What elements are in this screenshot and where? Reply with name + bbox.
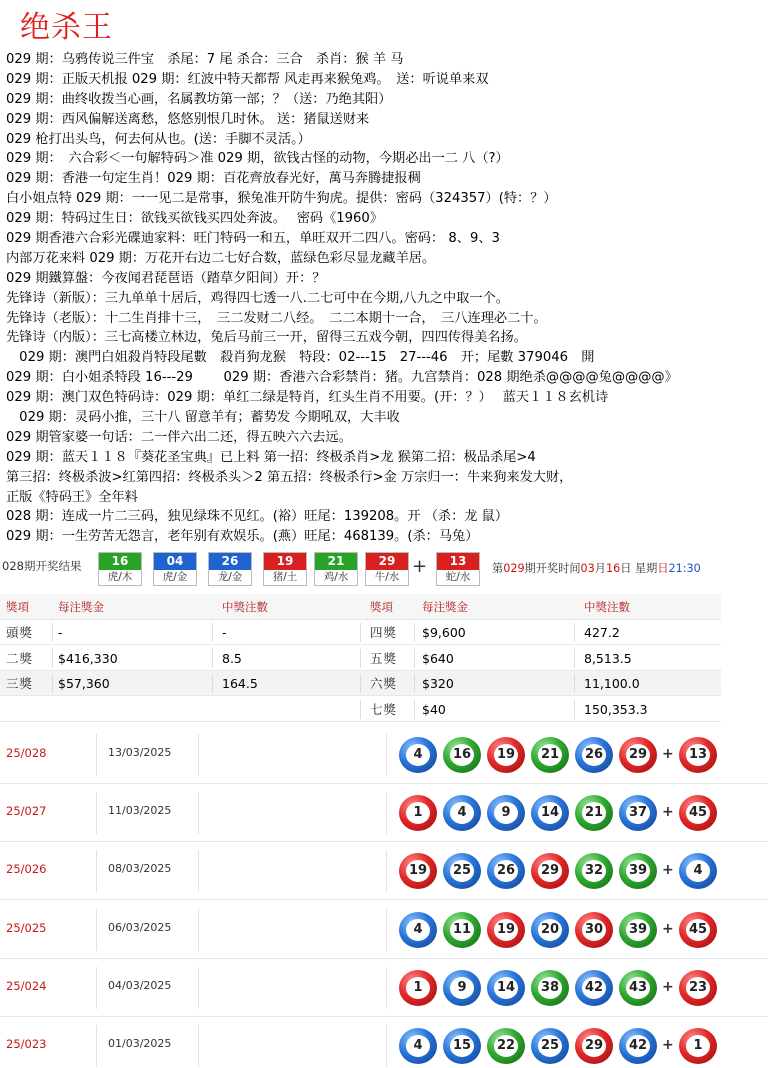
ball-number: 19 [494,744,518,766]
lottery-ball [531,912,569,948]
lottery-ball [487,970,525,1006]
prediction-line: 白小姐点特 029 期：一一见二是常事，猴兔准开防牛狗虎。提供：密码（324357）(特：？） [6,191,557,207]
prediction-line: 先锋诗（老版）：十二生肖排十三， 三二发财二八经。 二二本期十一合， 三八连理必二十。 [6,310,547,326]
prediction-line: 029 期：白小姐杀特段 16---29 029 期：香港六合彩禁肖：猪。九宫禁肖：028 期绝杀@@@@兔@@@@》 [6,370,678,386]
cell-divider [414,623,415,642]
column-divider [96,734,97,776]
cell-divider [414,674,415,693]
prediction-line: 029 期：灵码小推，三十八 留意羊有；蓄势发 今期吼双，大丰收 [6,410,400,426]
ball-number: 9 [450,977,474,999]
ball-number: 38 [538,977,562,999]
lottery-ball [399,795,437,831]
prize-amount: $320 [422,676,454,691]
ball-number: 26 [582,744,606,766]
lottery-ball [443,853,481,889]
prize-row [0,671,721,696]
prize-row [0,620,721,645]
prize-name: 三獎 [6,676,34,691]
header-count-left: 中獎注數 [222,600,268,614]
plus-sign: + [662,920,674,937]
special-lottery-ball [679,970,717,1006]
lottery-ball [443,737,481,773]
draw-result-label: 028期开奖结果 [2,559,82,573]
special-lottery-ball [679,853,717,889]
column-divider [386,850,387,892]
history-period: 25/025 [6,920,47,935]
column-divider [96,909,97,951]
prediction-line: 029 期：西风偏解送离愁，悠悠别恨几时休。 送：猪鼠送财来 [6,111,370,127]
chip-zodiac: 牛/水 [374,571,400,583]
prize-amount: $416,330 [58,650,118,666]
prize-amount: $40 [422,701,446,717]
prediction-line: 029 期：蓝天１１８『葵花圣宝典』已上料 第一招：终极杀肖>龙 猴第二招：极品杀尾>4 [6,449,536,465]
result-number-chip [153,552,197,586]
lottery-ball [575,970,613,1006]
ball-number: 37 [626,802,650,824]
column-divider [198,734,199,776]
result-number-chip [314,552,358,586]
history-row [0,901,768,959]
plus-sign: + [662,746,674,762]
lottery-ball [531,1028,569,1064]
result-number-chip [208,552,252,586]
ball-number: 1 [406,977,430,999]
history-row [0,784,768,842]
prediction-text-list [6,50,766,547]
lottery-ball [487,1028,525,1064]
lottery-ball [443,795,481,831]
prediction-line: 028 期：连成一片二三码，独见绿珠不见红。(裕）旺尾：139208。开 （杀：龙 鼠） [6,509,509,525]
cell-divider [414,649,415,668]
lottery-ball [619,912,657,948]
chip-zodiac: 猪/土 [272,571,298,583]
special-lottery-ball [679,737,717,773]
prize-count: - [222,625,227,640]
chip-number: 26 [209,553,251,570]
column-divider [96,850,97,892]
ball-number: 43 [626,977,650,999]
chip-zodiac: 鸡/水 [323,571,349,583]
ball-number: 19 [494,919,518,941]
ball-number: 4 [406,1035,430,1057]
prize-name: 五獎 [370,650,398,666]
ball-number: 29 [538,860,562,882]
history-row [0,1017,768,1068]
prediction-line: 029 期：乌鸦传说三件宝 杀尾：7 尾 杀合：三合 杀肖：猴 羊 马 [6,52,404,67]
prize-count: 150,353.3 [584,701,648,717]
result-number-chip [365,552,409,586]
column-divider [198,850,199,892]
lottery-ball [531,970,569,1006]
history-row [0,726,768,784]
prediction-line: 029 期：曲终收拨当心画，名属教坊第一部；？（送：乃绝其阳） [6,91,392,107]
column-divider [386,734,387,776]
prize-amount: $640 [422,650,454,666]
lottery-ball [619,795,657,831]
cell-divider [360,649,361,668]
ball-number: 13 [686,744,710,766]
prediction-line: 029 期：正版天机报 029 期：红波中特天都帮 风走再来猴兔鸡。 送：听说单来双 [6,71,489,87]
prediction-line: 029 期香港六合彩光碟迪家料：旺门特码一和五，单旺双开二四八。密码： 8、9、3 [6,231,500,247]
plus-sign: + [662,804,674,821]
ball-number: 42 [626,1035,650,1057]
ball-number: 45 [686,802,710,824]
prize-table-header [0,594,721,620]
ball-number: 25 [450,860,474,882]
column-divider [386,1025,387,1067]
column-divider [198,1025,199,1067]
prediction-line: 先锋诗（内版）：三七高楼立林边，兔后马前三一开，留得三五戏今朝，四四传得美名扬。 [6,330,527,346]
history-date: 08/03/2025 [108,862,172,876]
ball-number: 14 [538,802,562,824]
lottery-ball [531,737,569,773]
lottery-ball [487,737,525,773]
chip-number: 19 [264,553,306,570]
cell-divider [414,700,415,719]
ball-number: 4 [686,860,710,882]
result-number-chip [263,552,307,586]
next-draw-info: 第029期开奖时间03月16日 星期日21:30 [492,562,701,575]
history-date: 13/03/2025 [108,746,172,759]
special-lottery-ball [679,1028,717,1064]
special-lottery-ball [679,912,717,948]
prize-row [0,697,721,722]
prediction-line: 029 期鐵算盤：今夜闻君琵琶语（踏草夕阳间）开：？ [6,270,326,286]
prize-name: 二獎 [6,650,34,666]
ball-number: 39 [626,860,650,882]
prediction-line: 029 期：澳门双色特码诗：029 期：单红二绿是特肖，红头生肖不用要。(开：？） 蓝天１１８玄机诗 [6,390,609,406]
cell-divider [574,674,575,693]
prize-count: 427.2 [584,625,620,640]
history-period: 25/026 [6,862,47,877]
ball-number: 16 [450,744,474,766]
column-divider [96,967,97,1009]
plus-sign: + [412,556,428,577]
history-date: 01/03/2025 [108,1037,172,1050]
prize-name: 六獎 [370,676,398,691]
lottery-ball [575,853,613,889]
ball-number: 30 [582,919,606,941]
prize-name: 七獎 [370,701,398,717]
lottery-ball [575,1028,613,1064]
lottery-ball [531,795,569,831]
header-amount-left: 每注獎金 [58,600,104,614]
chip-zodiac: 虎/金 [162,571,188,583]
chip-zodiac: 虎/木 [107,571,133,583]
column-divider [96,792,97,834]
cell-divider [360,623,361,642]
lottery-ball [399,737,437,773]
cell-divider [52,649,53,668]
history-period: 25/023 [6,1037,47,1051]
ball-number: 4 [406,744,430,766]
cell-divider [52,623,53,642]
ball-number: 4 [406,919,430,941]
lottery-ball [399,1028,437,1064]
plus-sign: + [662,862,674,879]
result-number-chip [98,552,142,586]
ball-number: 15 [450,1035,474,1057]
prediction-line: 内部万花来料 029 期：万花开右边二七好合数，蓝绿色彩尽显龙藏羊居。 [6,250,436,266]
history-row [0,959,768,1017]
prize-amount: $57,360 [58,676,110,691]
ball-number: 1 [406,802,430,824]
prize-row [0,646,721,671]
lottery-ball [619,737,657,773]
header-count-right: 中獎注數 [584,600,630,614]
plus-sign: + [662,978,674,995]
lottery-ball [487,853,525,889]
history-period: 25/024 [6,978,47,993]
chip-number: 29 [366,553,408,570]
column-divider [386,967,387,1009]
lottery-ball [619,1028,657,1064]
special-number-chip [436,552,480,586]
ball-number: 26 [494,860,518,882]
chip-number: 13 [437,553,479,570]
ball-number: 29 [582,1035,606,1057]
lottery-ball [531,853,569,889]
ball-number: 19 [406,860,430,882]
special-lottery-ball [679,795,717,831]
lottery-ball [487,912,525,948]
prize-count: 8,513.5 [584,650,632,666]
ball-number: 23 [686,977,710,999]
history-period: 25/027 [6,804,47,819]
cell-divider [574,623,575,642]
ball-number: 1 [686,1035,710,1057]
prediction-line: 029 期： 六合彩＜一句解特码＞准 029 期，欲钱古怪的动物，今期必出一二 八（?） [6,151,509,167]
lottery-ball [619,970,657,1006]
column-divider [386,909,387,951]
chip-number: 04 [154,553,196,570]
prize-name: 四獎 [370,625,398,640]
cell-divider [212,674,213,693]
lottery-ball [399,970,437,1006]
lottery-ball [443,970,481,1006]
cell-divider [52,674,53,693]
prediction-line: 029 期：一生劳苦无怨言，老年别有欢娱乐。(燕）旺尾：468139。(杀：马兔） [6,529,479,545]
ball-number: 42 [582,977,606,999]
prize-amount: $9,600 [422,625,466,640]
ball-number: 32 [582,860,606,882]
cell-divider [212,623,213,642]
prize-count: 164.5 [222,676,258,691]
ball-number: 21 [582,802,606,824]
header-item-right: 獎項 [370,600,393,614]
prediction-line: 正版《特码王》全年料 [6,489,138,505]
ball-number: 22 [494,1035,518,1057]
lottery-ball [443,912,481,948]
lottery-ball [575,737,613,773]
ball-number: 11 [450,919,474,941]
ball-number: 39 [626,919,650,941]
lottery-ball [575,912,613,948]
cell-divider [360,674,361,693]
prediction-line: 029 枪打出头鸟，何去何从也。(送：手脚不灵活。） [6,131,311,147]
history-date: 06/03/2025 [108,920,172,934]
lottery-ball [443,1028,481,1064]
column-divider [198,909,199,951]
lottery-ball [487,795,525,831]
prize-table [0,594,721,722]
ball-number: 29 [626,744,650,766]
prize-count: 8.5 [222,650,242,666]
lottery-ball [399,853,437,889]
history-date: 04/03/2025 [108,978,172,992]
cell-divider [212,649,213,668]
lottery-ball [575,795,613,831]
prediction-line: 029 期：澳門白姐殺肖特段尾數 殺肖狗龙猴 特段：02---15 27---46 开；尾數 379046 開 [6,350,595,366]
ball-number: 9 [494,802,518,824]
ball-number: 21 [538,744,562,766]
prediction-line: 先锋诗（新版）：三九单单十居后，鸡得四七透一八.二七可中在今期,八九之中取一个。 [6,290,509,306]
prize-amount: - [58,625,63,640]
cell-divider [360,700,361,719]
cell-divider [574,649,575,668]
header-item-left: 獎項 [6,600,29,614]
page-title: 绝杀王 [20,10,113,45]
column-divider [198,967,199,1009]
plus-sign: + [662,1037,674,1053]
prediction-line: 029 期：香港一句定生肖！029 期：百花齊放春光好，萬马奔腾捷报稠 [6,171,421,187]
ball-number: 14 [494,977,518,999]
lottery-ball [619,853,657,889]
history-date: 11/03/2025 [108,804,172,818]
ball-number: 25 [538,1035,562,1057]
history-period: 25/028 [6,746,47,760]
cell-divider [574,700,575,719]
prize-name: 頭獎 [6,625,34,640]
ball-number: 20 [538,919,562,941]
ball-number: 45 [686,919,710,941]
chip-number: 16 [99,553,141,570]
ball-number: 4 [450,802,474,824]
prediction-line: 029 期管家婆一句话：二一伴六出二还，得五映六六去远。 [6,429,352,445]
lottery-ball [399,912,437,948]
prize-count: 11,100.0 [584,676,640,691]
column-divider [386,792,387,834]
column-divider [96,1025,97,1067]
column-divider [198,792,199,834]
chip-zodiac: 蛇/水 [445,571,471,583]
prediction-line: 第三招：终极杀波>红第四招：终极杀头＞2 第五招：终极杀行>金 万宗归一：牛来狗来发大财， [6,469,573,485]
chip-number: 21 [315,553,357,570]
draw-result-bar [0,552,768,588]
history-row [0,842,768,900]
prediction-line: 029 期：特码过生日：欲钱买欲钱买四处奔波。 密码《1960》 [6,211,384,227]
chip-zodiac: 龙/金 [217,571,243,583]
header-amount-right: 每注獎金 [422,600,468,614]
